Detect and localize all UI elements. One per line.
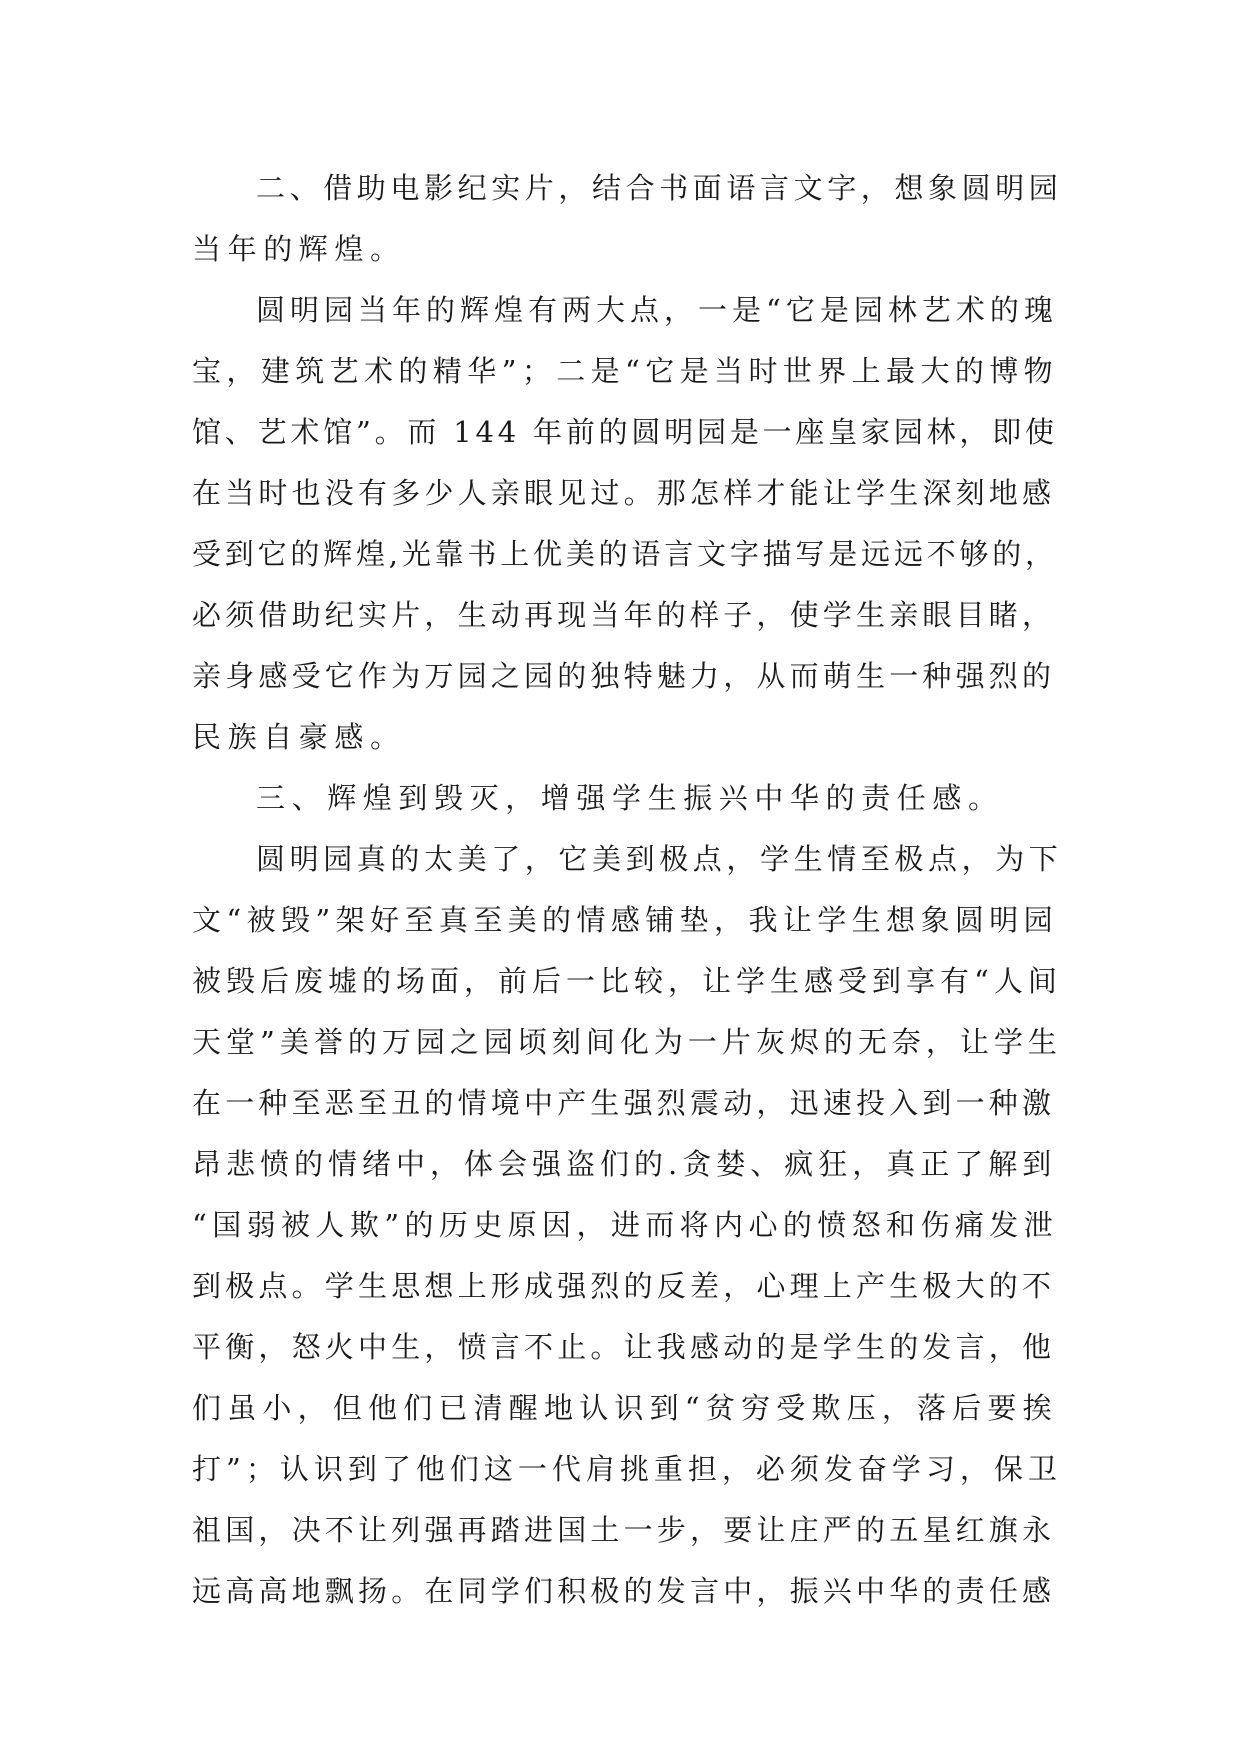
text-line: 祖国，决不让列强再踏进国土一步，要让庄严的五星红旗永	[192, 1513, 1056, 1547]
text-line: 远高高地飘扬。在同学们积极的发言中，振兴中华的责任感	[192, 1574, 1056, 1608]
text-line: 民族自豪感。	[192, 720, 406, 754]
text-line: 在当时也没有多少人亲眼见过。那怎样才能让学生深刻地感	[192, 476, 1056, 510]
text-line: 到极点。学生思想上形成强烈的反差，心理上产生极大的不	[192, 1269, 1056, 1303]
paragraph-first-line: 圆明园当年的辉煌有两大点，一是“它是园林艺术的瑰	[256, 293, 1058, 327]
text-line: 亲身感受它作为万园之园的独特魅力，从而萌生一种强烈的	[192, 659, 1056, 693]
text-line: 在一种至恶至丑的情境中产生强烈震动，迅速投入到一种激	[192, 1086, 1056, 1120]
document-body	[192, 158, 1062, 1622]
text-line: 昂悲愤的情绪中，体会强盗们的.贪婪、疯狂，真正了解到	[192, 1147, 1057, 1181]
text-line: 天堂”美誉的万园之园顷刻间化为一片灰烬的无奈，让学生	[192, 1025, 1062, 1059]
text-line: 们虽小，但他们已清醒地认识到“贫穷受欺压，落后要挨	[192, 1391, 1058, 1425]
text-line: 受到它的辉煌,光靠书上优美的语言文字描写是远远不够的，	[192, 537, 1058, 571]
text-line: 宝，建筑艺术的精华”；二是“它是当时世界上最大的博物	[192, 354, 1059, 388]
text-line: 打”；认识到了他们这一代肩挑重担，必须发奋学习，保卫	[192, 1452, 1062, 1486]
text-line: 必须借助纪实片，生动再现当年的样子，使学生亲眼目睹，	[192, 598, 1056, 632]
text-line: 馆、艺术馆”。而 144 年前的圆明园是一座皇家园林，即使	[192, 415, 1058, 449]
paragraph-first-line: 三、辉煌到毁灭，增强学生振兴中华的责任感。	[256, 781, 1004, 815]
paragraph-first-line: 圆明园真的太美了，它美到极点，学生情至极点，为下	[256, 842, 1063, 876]
paragraph-first-line: 二、借助电影纪实片，结合书面语言文字，想象圆明园	[256, 171, 1063, 205]
text-line: 被毁后废墟的场面，前后一比较，让学生感受到享有“人间	[192, 964, 1062, 998]
text-line: 文“被毁”架好至真至美的情感铺垫，我让学生想象圆明园	[192, 903, 1059, 937]
text-line: 平衡，怒火中生，愤言不止。让我感动的是学生的发言，他	[192, 1330, 1056, 1364]
text-line: “国弱被人欺”的历史原因，进而将内心的愤怒和伤痛发泄	[192, 1208, 1059, 1242]
text-line: 当年的辉煌。	[192, 232, 406, 266]
